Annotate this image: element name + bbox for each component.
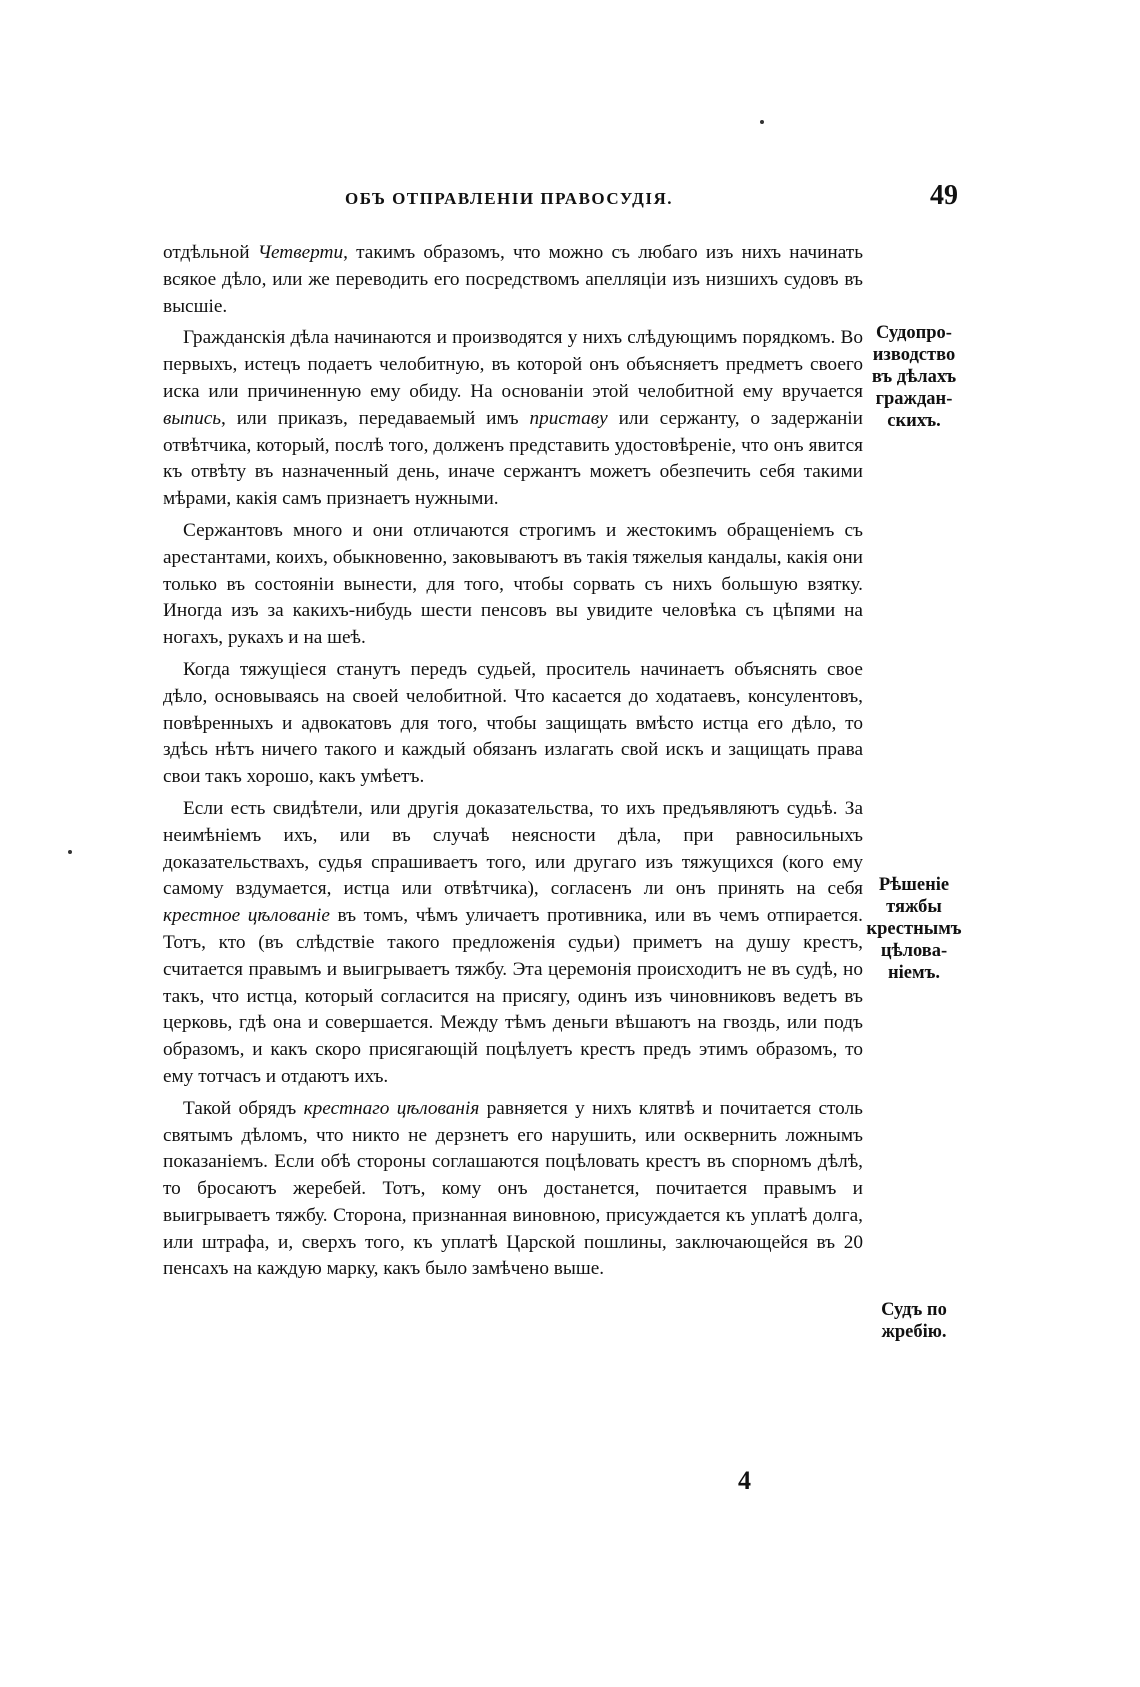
speck-mark: [68, 850, 72, 854]
margin-note-civil-procedure: Судопро- изводство въ дѣлахъ граждан- скихъ.: [871, 323, 957, 431]
body-text: [163, 240, 863, 1283]
margin-note-trial-by-lot: Судъ по жребію.: [881, 1300, 947, 1342]
page-number: 49: [930, 180, 958, 211]
page-header: [163, 180, 958, 220]
paragraph: Если есть свидѣтели, или другія доказательства, то ихъ предъявляютъ судьѣ. За неимѣніемъ ихъ, или въ случаѣ неясности дѣла, при равносильныхъ доказательствахъ, судья спрашиваетъ того, или другаго изъ тяжущихся (кого ему самому вздумается, истца или отвѣтчика), согласенъ ли онъ принять на себя крестное цѣлованіе въ томъ, чѣмъ уличаетъ противника, или въ чемъ отпирается. Тотъ, кто (въ слѣдствіе такого предложенія судьи) приметъ на душу крестъ, считается правымъ и выигрываетъ тяжбу. Эта церемонія происходитъ не въ судѣ, но такъ, что истца, который согласится на присягу, одинъ изъ чиновниковъ ведетъ въ церковь, гдѣ она и совершается. Между тѣмъ деньги вѣшаютъ на гвоздь, или подъ образомъ, и какъ скоро присягающій поцѣлуетъ крестъ предъ этимъ образомъ, то ему тотчасъ и отдаютъ ихъ.: [163, 797, 863, 1087]
paragraph: Гражданскія дѣла начинаются и производятся у нихъ слѣдующимъ порядкомъ. Во первыхъ, истецъ подаетъ челобитную, въ которой онъ объясняетъ предметъ своего иска или причиненную ему обиду. На основаніи этой челобитной ему вручается выпись, или приказъ, передаваемый имъ приставу или сержанту, о задержаніи отвѣтчика, который, послѣ того, долженъ представить удостовѣреніе, что онъ явится къ отвѣту въ назначенный день, иначе сержантъ можетъ обезпечить себя такими мѣрами, какія самъ признаетъ нужными.: [163, 327, 863, 510]
speck-mark: [760, 120, 764, 124]
paragraph: Сержантовъ много и они отличаются строгимъ и жестокимъ обращеніемъ съ арестантами, коихъ, обыкновенно, заковываютъ въ такія тяжелыя кандалы, какія они только въ состояніи вынести, для того, чтобы сорвать съ нихъ большую взятку. Иногда изъ за какихъ-нибудь шести пенсовъ вы увидите человѣка съ цѣпями на ногахъ, рукахъ и на шеѣ.: [163, 519, 863, 649]
paragraph: Когда тяжущіеся станутъ передъ судьей, проситель начинаетъ объяснять свое дѣло, основываясь на своей челобитной. Что касается до ходатаевъ, консулентовъ, повѣренныхъ и адвокатовъ для того, чтобы защищать вмѣсто истца его дѣло, то здѣсь нѣтъ ничего такого и каждый обязанъ излагать свой искъ и защищать права свои такъ хорошо, какъ умѣетъ.: [163, 658, 863, 788]
margin-note-cross-kissing: Рѣшеніе тяжбы крестнымъ цѣлова- ніемъ.: [866, 875, 962, 983]
paragraph: Такой обрядъ крестнаго цѣлованія равняется у нихъ клятвѣ и почитается столь святымъ дѣломъ, что никто не дерзнетъ его нарушить, или осквернить ложнымъ показаніемъ. Если обѣ стороны соглашаются поцѣловать крестъ въ спорномъ дѣлѣ, то бросаютъ жеребей. Тотъ, кому онъ достанется, почитается правымъ и выигрываетъ тяжбу. Сторона, признанная виновною, присуждается къ уплатѣ долга, или штрафа, и, сверхъ того, къ уплатѣ Царской пошлины, заключающейся въ 20 пенсахъ на каждую марку, какъ было замѣчено выше.: [163, 1097, 863, 1280]
paragraph: отдѣльной Четверти, такимъ образомъ, что можно съ любаго изъ нихъ начинать всякое дѣло, или же переводить его посредствомъ апелляціи изъ низшихъ судовъ въ высшіе.: [163, 242, 863, 317]
signature-mark: 4: [738, 1466, 751, 1495]
running-head: ОБЪ ОТПРАВЛЕНІИ ПРАВОСУДІЯ.: [345, 189, 673, 208]
